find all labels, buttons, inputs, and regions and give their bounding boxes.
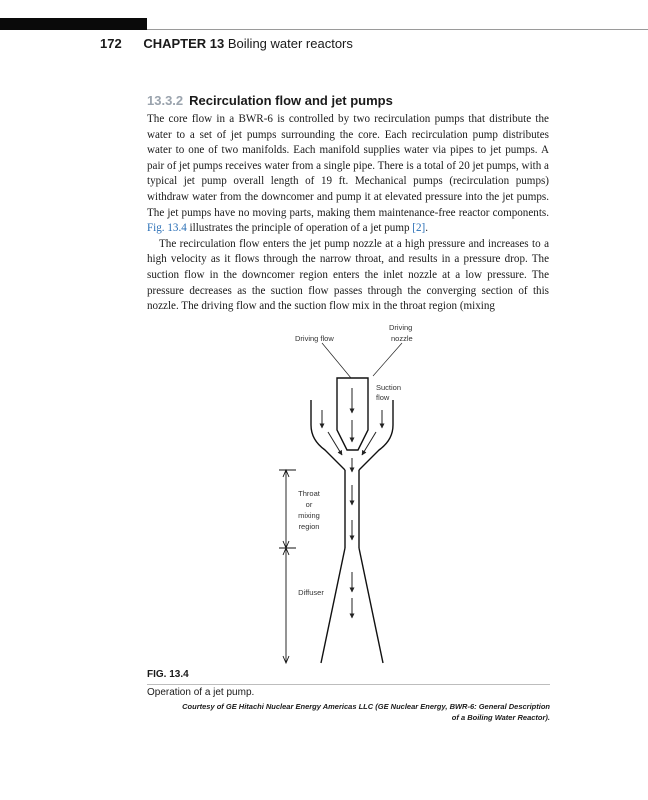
running-head bbox=[100, 36, 353, 51]
figure-credit-line-2: of a Boiling Water Reactor). bbox=[451, 713, 550, 722]
header-bar bbox=[0, 18, 147, 30]
figure-caption: Operation of a jet pump. bbox=[147, 687, 255, 698]
label-throat-3: mixing bbox=[298, 511, 320, 520]
section-heading bbox=[147, 93, 393, 108]
label-suction-1: Suction bbox=[376, 383, 402, 392]
label-suction-2: flow bbox=[376, 393, 390, 402]
driving-nozzle-leader bbox=[373, 343, 402, 376]
paragraph-1-text-end: . bbox=[425, 222, 428, 235]
caption-rule bbox=[147, 684, 550, 685]
figure-link[interactable]: Fig. 13.4 bbox=[147, 222, 187, 235]
label-driving-flow: Driving flow bbox=[295, 334, 334, 343]
figure-label: FIG. 13.4 bbox=[147, 669, 189, 680]
body-text bbox=[147, 112, 549, 315]
paragraph-1-text-mid: illustrates the principle of operation of a jet pump bbox=[186, 222, 413, 235]
paragraph-1-text: The core flow in a BWR-6 is controlled by two recirculation pumps that distribute the water to a set of jet pumps surrounding the core. Each recirculation pump distributes water to one of two manifolds. Each manifold supplies water via pipes to jet pumps. A pair of jet pumps receives water from a single pipe. There is a total of 20 jet pumps, with a typical jet pump overall length of 19 ft. Mechanical pumps (recirculation pumps) withdraw water from the downcomer and pump it at elevated pressure into the jet pumps. The jet pumps have no moving parts, making them maintenance-free reactor components. bbox=[147, 113, 549, 219]
section-number: 13.3.2 bbox=[147, 93, 184, 108]
paragraph-2: The recirculation flow enters the jet pump nozzle at a high pressure and increases to a high velocity as it flows through the narrow throat, and results in a pressure drop. The suction flow in the downcomer region enters the inlet nozzle at a low pressure. The pressure decreases as the suction flow passes through the converging section of this nozzle. The driving flow and the suction flow mix in the throat region (mixing bbox=[147, 237, 549, 313]
section-title: Recirculation flow and jet pumps bbox=[189, 93, 393, 108]
figure-credit bbox=[147, 701, 550, 723]
figure-credit-line-1: Courtesy of GE Hitachi Nuclear Energy Americas LLC (GE Nuclear Energy, BWR-6: General Description bbox=[182, 702, 550, 711]
label-driving-nozzle-2: nozzle bbox=[391, 334, 413, 343]
driving-flow-leader bbox=[322, 343, 351, 378]
label-diffuser: Diffuser bbox=[298, 588, 324, 597]
diffuser-wall-right bbox=[359, 548, 383, 663]
citation-link[interactable]: [2] bbox=[412, 222, 426, 235]
label-throat-4: region bbox=[298, 522, 320, 531]
chapter-title: Boiling water reactors bbox=[227, 36, 353, 51]
diffuser-wall-left bbox=[321, 548, 345, 663]
chapter-label: CHAPTER 13 bbox=[143, 36, 225, 51]
label-throat-1: Throat bbox=[298, 489, 320, 498]
label-driving-nozzle-1: Driving bbox=[389, 323, 413, 332]
header-rule bbox=[147, 29, 648, 30]
page-number: 172 bbox=[100, 36, 122, 51]
paragraph-1 bbox=[147, 112, 549, 237]
jet-pump-diagram bbox=[0, 315, 648, 670]
label-throat-2: or bbox=[305, 500, 313, 509]
